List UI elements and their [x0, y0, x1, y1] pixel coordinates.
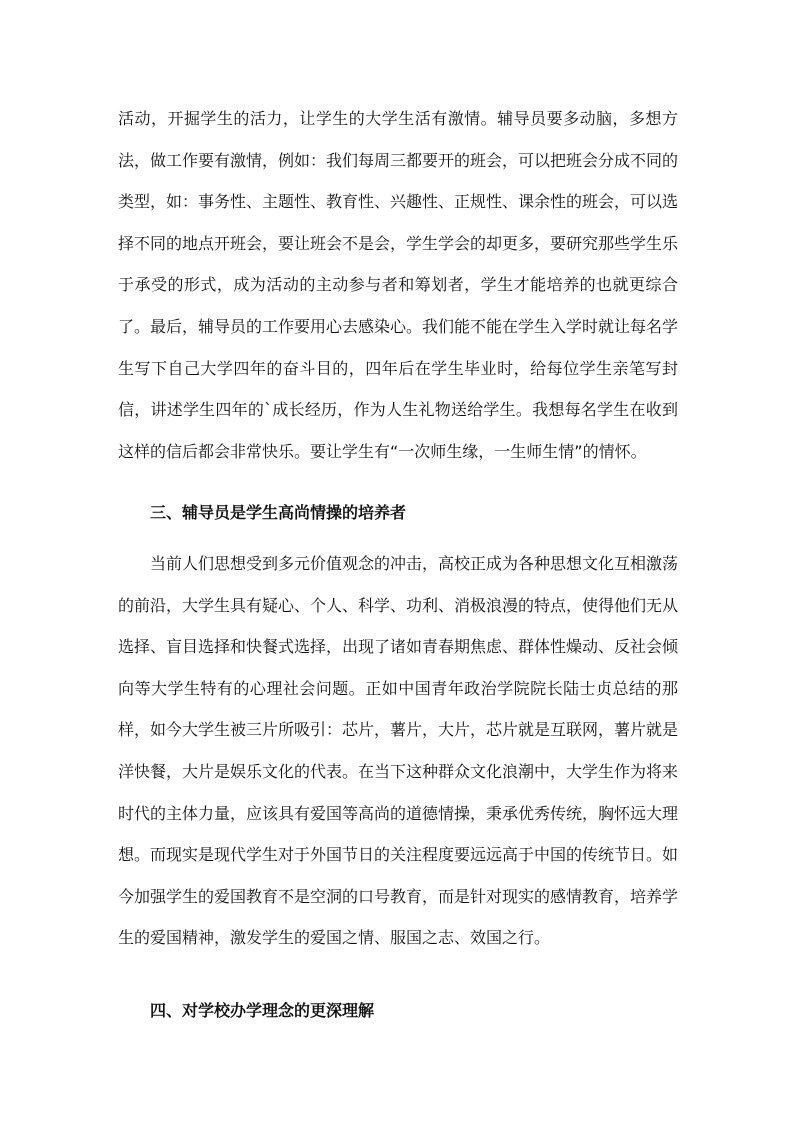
section-heading: 三、辅导员是学生高尚情操的培养者 — [150, 503, 407, 522]
body-paragraph: 当前人们思想受到多元价值观念的冲击，高校正成为各种思想文化互相激荡的前沿，大学生具有疑心、个人、科学、功利、消极浪漫的特点，使得他们无从选择、盲目选择和快餐式选择，出现了诸如青春期焦虑、群体性燥动、反社会倾向等大学生特有的心理社会问题。正如中国青年政治学院院长陆士贞总结的那样，如今大学生被三片所吸引：芯片，薯片，大片，芯片就是互联网，薯片就是洋快餐，大片是娱乐文化的代表。在当下这种群众文化浪潮中，大学生作为将来时代的主体力量，应该具有爱国等高尚的道德情操，秉承优秀传统，胸怀远大理想。而现实是现代学生对于外国节日的关注程度要远远高于中国的传统节日。如今加强学生的爱国教育不是空洞的口号教育，而是针对现实的感情教育，培养学生的爱国精神，激发学生的爱国之情、服国之志、效国之行。 — [118, 554, 679, 948]
body-paragraph: 活动，开掘学生的活力，让学生的大学生活有激情。辅导员要多动脑，多想方法，做工作要有激情，例如：我们每周三都要开的班会，可以把班会分成不同的类型，如：事务性、主题性、教育性、兴趣性、正规性、课余性的班会，可以选择不同的地点开班会，要让班会不是会，学生学会的却更多，要研究那些学生乐于承受的形式，成为活动的主动参与者和筹划者，学生才能培养的也就更综合了。最后，辅导员的工作要用心去感染心。我们能不能在学生入学时就让每名学生写下自己大学四年的奋斗目的，四年后在学生毕业时，给每位学生亲笔写封信，讲述学生四年的`成长经历，作为人生礼物送给学生。我想每名学生在收到这样的信后都会非常快乐。要让学生有“一次师生缘，一生师生情”的情怀。 — [118, 109, 679, 461]
section-heading: 四、对学校办学理念的更深理解 — [150, 1001, 375, 1020]
